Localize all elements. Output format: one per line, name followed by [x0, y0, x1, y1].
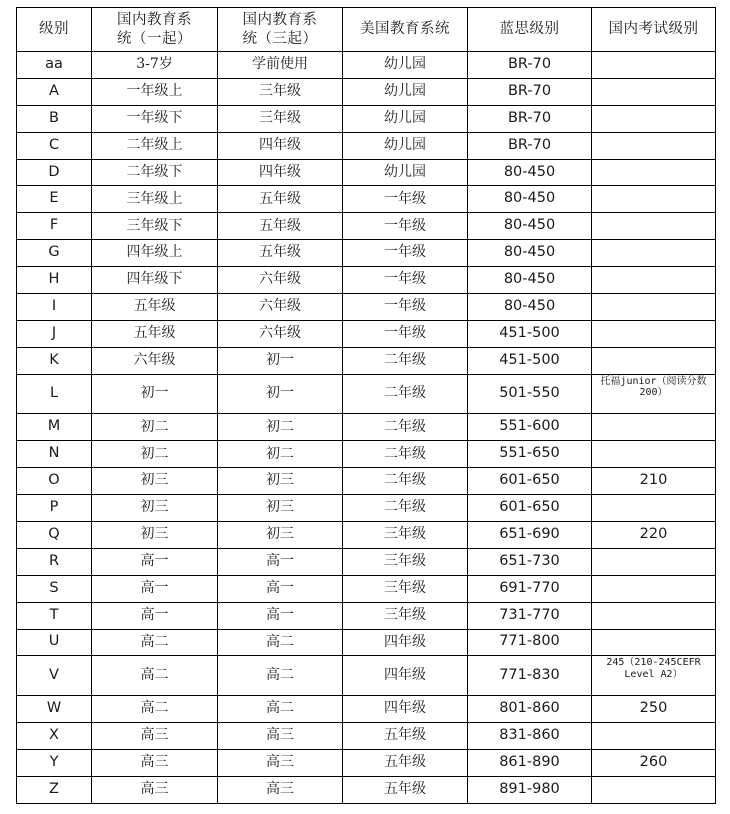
cell-cn-system-grade3: 高二 [218, 656, 343, 696]
cell-cn-system-grade3: 学前使用 [218, 52, 343, 79]
cell-cn-system-grade3: 初三 [218, 495, 343, 522]
cell-exam-level [592, 548, 716, 575]
cell-lexile: 771-800 [468, 629, 592, 656]
cell-exam-level [592, 240, 716, 267]
table-row [17, 159, 716, 186]
cell-us-system: 二年级 [343, 441, 468, 468]
cell-lexile: 451-500 [468, 320, 592, 347]
cell-cn-system-grade3: 四年级 [218, 132, 343, 159]
cell-exam-level [592, 629, 716, 656]
cell-cn-system-grade1: 四年级下 [92, 267, 218, 294]
cell-cn-system-grade1: 高二 [92, 656, 218, 696]
cell-level: Y [17, 749, 92, 776]
header-level: 级别 [17, 8, 92, 52]
cell-lexile: BR-70 [468, 132, 592, 159]
table-row [17, 696, 716, 723]
cell-exam-level [592, 347, 716, 374]
table-row [17, 441, 716, 468]
cell-cn-system-grade1: 初三 [92, 468, 218, 495]
table-row [17, 656, 716, 696]
cell-us-system: 一年级 [343, 186, 468, 213]
cell-lexile: 80-450 [468, 159, 592, 186]
cell-lexile: 691-770 [468, 575, 592, 602]
cell-cn-system-grade1: 高二 [92, 696, 218, 723]
cell-exam-level [592, 294, 716, 321]
cell-exam-level: 250 [592, 696, 716, 723]
cell-exam-level: 220 [592, 521, 716, 548]
cell-cn-system-grade3: 三年级 [218, 78, 343, 105]
cell-lexile: 861-890 [468, 749, 592, 776]
cell-cn-system-grade1: 初一 [92, 374, 218, 414]
cell-lexile: 80-450 [468, 186, 592, 213]
header-cn-system-grade3: 国内教育系统（三起） [218, 8, 343, 52]
table-row [17, 602, 716, 629]
cell-cn-system-grade1: 二年级下 [92, 159, 218, 186]
cell-level: Z [17, 776, 92, 803]
cell-cn-system-grade1: 五年级 [92, 294, 218, 321]
cell-exam-level: 260 [592, 749, 716, 776]
cell-lexile: 80-450 [468, 213, 592, 240]
cell-lexile: BR-70 [468, 78, 592, 105]
cell-cn-system-grade3: 初二 [218, 414, 343, 441]
table-row [17, 521, 716, 548]
cell-us-system: 三年级 [343, 548, 468, 575]
cell-cn-system-grade3: 高三 [218, 723, 343, 750]
cell-cn-system-grade1: 初三 [92, 495, 218, 522]
cell-exam-level [592, 776, 716, 803]
cell-lexile: 801-860 [468, 696, 592, 723]
table-row [17, 132, 716, 159]
cell-cn-system-grade3: 初三 [218, 521, 343, 548]
cell-level: I [17, 294, 92, 321]
cell-lexile: 551-650 [468, 441, 592, 468]
cell-us-system: 一年级 [343, 267, 468, 294]
table-row [17, 629, 716, 656]
cell-exam-level [592, 213, 716, 240]
cell-lexile: 651-690 [468, 521, 592, 548]
cell-cn-system-grade3: 高一 [218, 575, 343, 602]
cell-us-system: 幼儿园 [343, 52, 468, 79]
cell-us-system: 幼儿园 [343, 159, 468, 186]
cell-cn-system-grade3: 五年级 [218, 186, 343, 213]
cell-exam-level [592, 602, 716, 629]
cell-exam-level [592, 267, 716, 294]
table-row [17, 267, 716, 294]
cell-lexile: 771-830 [468, 656, 592, 696]
cell-us-system: 五年级 [343, 749, 468, 776]
cell-level: C [17, 132, 92, 159]
header-exam-level: 国内考试级别 [592, 8, 716, 52]
cell-lexile: 80-450 [468, 267, 592, 294]
cell-lexile: 80-450 [468, 240, 592, 267]
cell-lexile: 551-600 [468, 414, 592, 441]
cell-cn-system-grade3: 六年级 [218, 267, 343, 294]
table-row [17, 347, 716, 374]
cell-cn-system-grade3: 高一 [218, 602, 343, 629]
cell-us-system: 四年级 [343, 696, 468, 723]
cell-exam-level [592, 159, 716, 186]
table-row [17, 186, 716, 213]
cell-level: V [17, 656, 92, 696]
cell-exam-level [592, 414, 716, 441]
cell-level: Q [17, 521, 92, 548]
cell-cn-system-grade1: 高三 [92, 776, 218, 803]
cell-us-system: 二年级 [343, 468, 468, 495]
cell-us-system: 一年级 [343, 213, 468, 240]
header-cn-system-grade1: 国内教育系统（一起） [92, 8, 218, 52]
cell-us-system: 四年级 [343, 629, 468, 656]
cell-level: T [17, 602, 92, 629]
cell-level: G [17, 240, 92, 267]
cell-cn-system-grade3: 初一 [218, 347, 343, 374]
cell-cn-system-grade3: 四年级 [218, 159, 343, 186]
cell-cn-system-grade1: 三年级下 [92, 213, 218, 240]
cell-level: R [17, 548, 92, 575]
cell-us-system: 一年级 [343, 294, 468, 321]
table-row [17, 414, 716, 441]
cell-cn-system-grade1: 一年级下 [92, 105, 218, 132]
cell-us-system: 五年级 [343, 776, 468, 803]
cell-exam-level: 245（210-245CEFR Level A2） [592, 656, 716, 696]
cell-cn-system-grade3: 六年级 [218, 320, 343, 347]
cell-lexile: 601-650 [468, 495, 592, 522]
cell-cn-system-grade3: 高二 [218, 696, 343, 723]
cell-level: O [17, 468, 92, 495]
cell-level: S [17, 575, 92, 602]
cell-lexile: 891-980 [468, 776, 592, 803]
table-row [17, 78, 716, 105]
cell-cn-system-grade1: 四年级上 [92, 240, 218, 267]
cell-exam-level [592, 105, 716, 132]
cell-cn-system-grade1: 初二 [92, 414, 218, 441]
cell-us-system: 二年级 [343, 495, 468, 522]
cell-exam-level [592, 575, 716, 602]
table-row [17, 548, 716, 575]
cell-cn-system-grade3: 高一 [218, 548, 343, 575]
cell-exam-level [592, 441, 716, 468]
cell-lexile: 601-650 [468, 468, 592, 495]
table-row [17, 468, 716, 495]
cell-lexile: 501-550 [468, 374, 592, 414]
cell-lexile: 80-450 [468, 294, 592, 321]
cell-cn-system-grade3: 初三 [218, 468, 343, 495]
cell-us-system: 二年级 [343, 414, 468, 441]
table-row [17, 320, 716, 347]
cell-exam-level [592, 186, 716, 213]
cell-level: B [17, 105, 92, 132]
cell-us-system: 二年级 [343, 374, 468, 414]
cell-level: U [17, 629, 92, 656]
cell-lexile: 731-770 [468, 602, 592, 629]
cell-exam-level: 托福junior（阅读分数200） [592, 374, 716, 414]
grade-comparison-table [16, 7, 716, 804]
cell-level: M [17, 414, 92, 441]
cell-level: W [17, 696, 92, 723]
table-row [17, 294, 716, 321]
cell-us-system: 三年级 [343, 602, 468, 629]
cell-cn-system-grade1: 高一 [92, 602, 218, 629]
cell-cn-system-grade1: 高一 [92, 575, 218, 602]
cell-cn-system-grade3: 初二 [218, 441, 343, 468]
table-row [17, 495, 716, 522]
table-row [17, 776, 716, 803]
cell-us-system: 五年级 [343, 723, 468, 750]
cell-cn-system-grade1: 五年级 [92, 320, 218, 347]
table-row [17, 240, 716, 267]
header-us-system: 美国教育系统 [343, 8, 468, 52]
cell-cn-system-grade1: 高三 [92, 749, 218, 776]
cell-cn-system-grade1: 高二 [92, 629, 218, 656]
cell-us-system: 一年级 [343, 320, 468, 347]
cell-cn-system-grade3: 初一 [218, 374, 343, 414]
cell-lexile: 451-500 [468, 347, 592, 374]
cell-cn-system-grade3: 五年级 [218, 213, 343, 240]
cell-level: K [17, 347, 92, 374]
cell-cn-system-grade1: 一年级上 [92, 78, 218, 105]
cell-us-system: 四年级 [343, 656, 468, 696]
table-row [17, 723, 716, 750]
cell-cn-system-grade1: 初二 [92, 441, 218, 468]
table-row [17, 749, 716, 776]
cell-exam-level [592, 52, 716, 79]
cell-cn-system-grade3: 六年级 [218, 294, 343, 321]
cell-us-system: 三年级 [343, 521, 468, 548]
cell-level: J [17, 320, 92, 347]
cell-exam-level [592, 78, 716, 105]
cell-us-system: 幼儿园 [343, 105, 468, 132]
table-row [17, 374, 716, 414]
cell-level: P [17, 495, 92, 522]
cell-cn-system-grade1: 六年级 [92, 347, 218, 374]
cell-level: F [17, 213, 92, 240]
cell-cn-system-grade1: 高三 [92, 723, 218, 750]
table-row [17, 213, 716, 240]
cell-us-system: 二年级 [343, 347, 468, 374]
cell-lexile: BR-70 [468, 52, 592, 79]
cell-cn-system-grade1: 3-7岁 [92, 52, 218, 79]
cell-cn-system-grade3: 高三 [218, 776, 343, 803]
cell-level: N [17, 441, 92, 468]
cell-level: E [17, 186, 92, 213]
cell-lexile: 651-730 [468, 548, 592, 575]
cell-cn-system-grade3: 高三 [218, 749, 343, 776]
cell-cn-system-grade3: 高二 [218, 629, 343, 656]
table-row [17, 52, 716, 79]
header-row [17, 8, 716, 52]
table-row [17, 105, 716, 132]
cell-us-system: 一年级 [343, 240, 468, 267]
cell-cn-system-grade1: 三年级上 [92, 186, 218, 213]
cell-us-system: 幼儿园 [343, 132, 468, 159]
cell-lexile: BR-70 [468, 105, 592, 132]
cell-level: X [17, 723, 92, 750]
cell-cn-system-grade3: 五年级 [218, 240, 343, 267]
cell-level: aa [17, 52, 92, 79]
cell-level: L [17, 374, 92, 414]
cell-cn-system-grade1: 高一 [92, 548, 218, 575]
cell-us-system: 三年级 [343, 575, 468, 602]
cell-exam-level: 210 [592, 468, 716, 495]
cell-us-system: 幼儿园 [343, 78, 468, 105]
cell-level: H [17, 267, 92, 294]
cell-exam-level [592, 132, 716, 159]
cell-exam-level [592, 723, 716, 750]
cell-level: A [17, 78, 92, 105]
table-row [17, 575, 716, 602]
cell-exam-level [592, 495, 716, 522]
cell-cn-system-grade1: 二年级上 [92, 132, 218, 159]
cell-lexile: 831-860 [468, 723, 592, 750]
cell-cn-system-grade1: 初三 [92, 521, 218, 548]
cell-exam-level [592, 320, 716, 347]
cell-level: D [17, 159, 92, 186]
header-lexile: 蓝思级别 [468, 8, 592, 52]
cell-cn-system-grade3: 三年级 [218, 105, 343, 132]
